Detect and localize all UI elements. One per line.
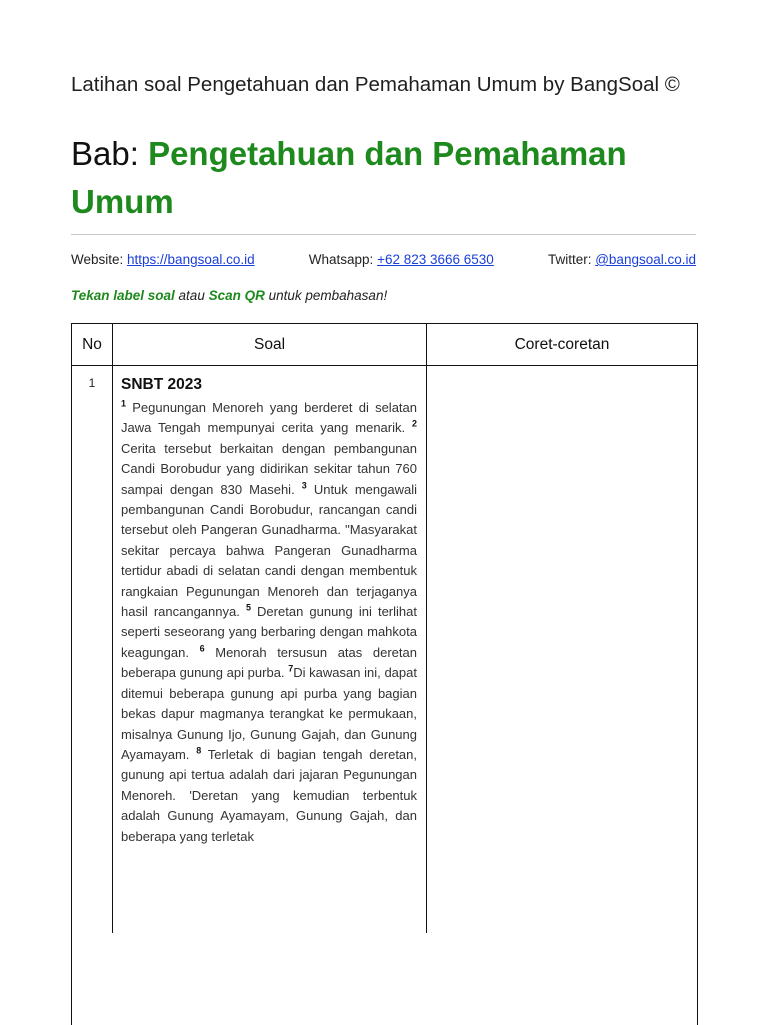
column-divider [426,324,427,933]
divider [71,234,696,235]
question-cell [121,376,417,847]
whatsapp-link[interactable]: +62 823 3666 6530 [377,252,494,267]
twitter-link[interactable]: @bangsoal.co.id [595,252,696,267]
website-link[interactable]: https://bangsoal.co.id [127,252,255,267]
sentence-text: Untuk mengawali pembangunan Candi Borobudur, rancangan candi tersebut oleh Pangeran Gunadharma. "Masyarakat sekitar percaya bahwa Pangeran Gunadharma tertidur abadi di selatan candi dengan membentuk rangkaian Pegunungan Menoreh dan terjaganya hasil rancangannya. [121,481,417,620]
instruction-text [71,288,696,303]
twitter-label: Twitter: [547,252,596,267]
header-soal: Soal [253,336,286,353]
question-label[interactable]: SNBT 2023 [121,376,202,393]
hint-scan-qr: Scan QR [208,288,265,303]
hint-end: untuk pembahasan! [264,288,388,303]
question-text [121,398,417,847]
sentence-number: 8 [196,745,202,756]
chapter-prefix: Bab: [71,135,149,172]
hint-or: atau [174,288,209,303]
website-item [71,252,255,267]
chapter-heading [71,130,711,226]
question-table [71,323,698,1025]
column-divider [112,324,113,933]
sentence-text: Pegunungan Menoreh yang berderet di selatan Jawa Tengah mempunyai cerita yang menarik. [121,400,417,436]
sentence-text: Menorah tersusun atas deretan beberapa gunung api purba. [121,644,417,681]
whatsapp-label: Whatsapp: [308,252,378,267]
header-coret-coretan: Coret-coretan [514,336,610,353]
row-number: 1 [88,376,96,390]
sentence-number: 7 [288,663,294,674]
sentence-number: 6 [199,643,205,654]
whatsapp-item [309,252,494,267]
sentence-number: 2 [411,419,417,430]
website-label: Website: [71,252,128,267]
sentence-text: Di kawasan ini, dapat ditemui beberapa gunung api purba yang bagian bekas dapur magmanya terangkat ke permukaan, misalnya Gunung Ijo, Gunung Gajah, dan Gunung Ayamayam. [121,665,417,762]
sentence-text: Cerita tersebut berkaitan dengan pembangunan Candi Borobudur yang didirikan sekitar tahun 760 sampai dengan 830 Masehi. [121,440,417,497]
document-subtitle: Latihan soal Pengetahuan dan Pemahaman Umum by BangSoal © [71,73,680,96]
sentence-text: Deretan gunung ini terlihat seperti seseorang yang berbaring dengan mahkota keagungan. [121,604,417,660]
table-header [72,324,697,366]
hint-label-soal: Tekan label soal [71,288,175,303]
sentence-text: Terletak di bagian tengah deretan, gunung api tertua adalah dari jajaran Pegunungan Menoreh. 'Deretan yang kemudian terbentuk adalah Gunung Ayamayam, Gunung Gajah, dan beberapa yang terletak [121,746,418,844]
header-no: No [82,336,102,353]
sentence-number: 1 [121,398,127,409]
sentence-number: 5 [245,602,251,613]
sentence-number: 3 [301,480,307,491]
contact-links [71,252,696,267]
chapter-title: Pengetahuan dan Pemahaman Umum [71,135,627,220]
twitter-item [548,252,696,267]
